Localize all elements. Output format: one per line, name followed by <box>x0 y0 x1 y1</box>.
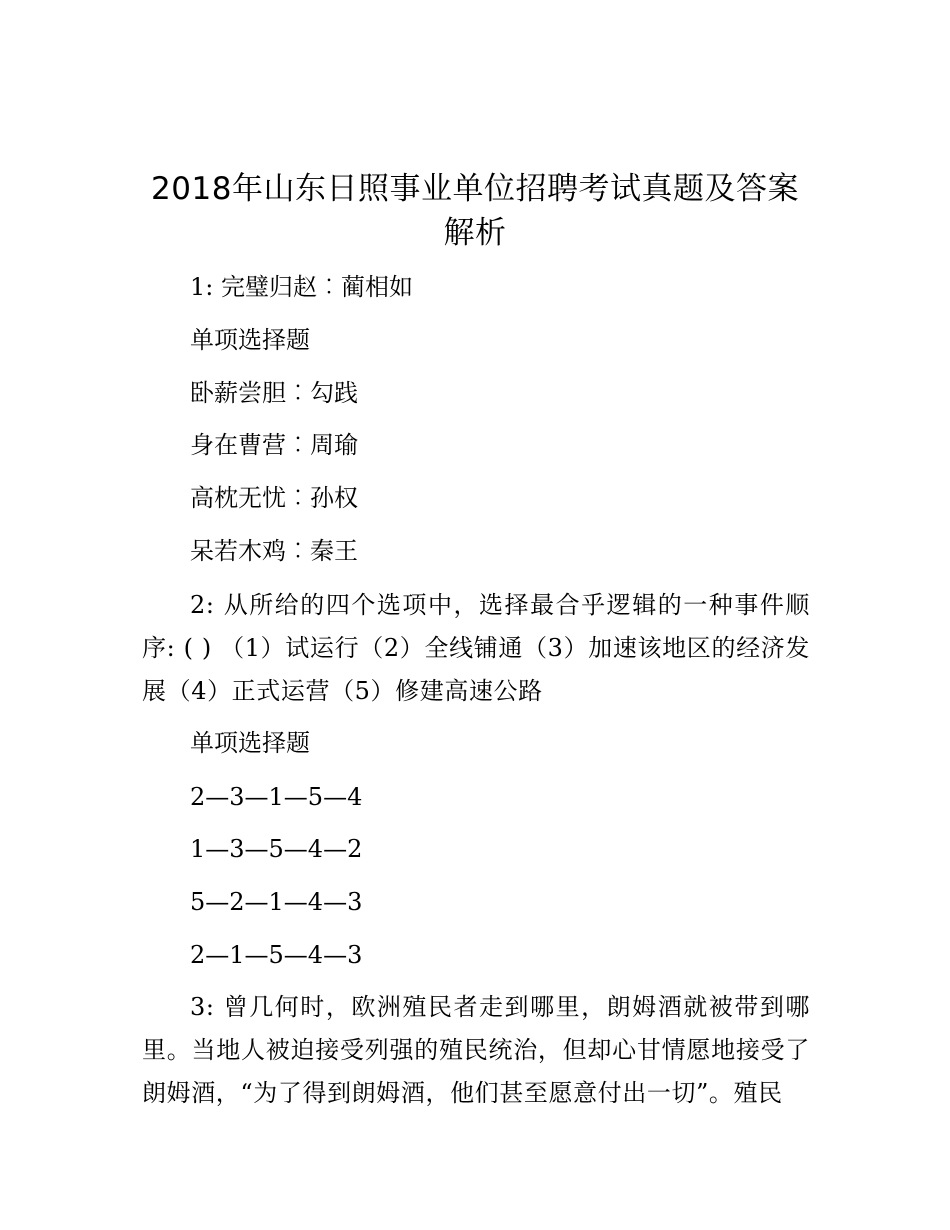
question-2-stem: 2: 从所给的四个选项中，选择最合乎逻辑的一种事件顺序: ( ) （1）试运行（2）全线铺通（3）加速该地区的经济发展（4）正式运营（5）修建高速公路 <box>142 591 810 705</box>
question-2-option-a: 2—3—1—5—4 <box>190 783 363 811</box>
document-title-line2: 解析 <box>443 215 507 251</box>
question-1-type: 单项选择题 <box>190 326 310 354</box>
question-1-option-d: 呆若木鸡︰秦王 <box>190 537 358 565</box>
question-2-option-c: 5—2—1—4—3 <box>190 888 363 916</box>
question-1-option-c: 高枕无忧︰孙权 <box>190 484 358 512</box>
question-1-option-b: 身在曹营︰周瑜 <box>190 431 358 459</box>
question-2-option-b: 1—3—5—4—2 <box>190 835 363 863</box>
document-title-line1: 2018年山东日照事业单位招聘考试真题及答案 <box>151 171 799 207</box>
question-3-stem: 3: 曾几何时，欧洲殖民者走到哪里，朗姆酒就被带到哪里。当地人被迫接受列强的殖民统治，但却心甘情愿地接受了朗姆酒，“为了得到朗姆酒，他们甚至愿意付出一切”。殖民 <box>142 993 810 1107</box>
question-2-option-d: 2—1—5—4—3 <box>190 941 363 969</box>
question-1-option-a: 卧薪尝胆︰勾践 <box>190 379 358 407</box>
question-2-type: 单项选择题 <box>190 729 310 757</box>
question-1-stem: 1: 完璧归赵︰蔺相如 <box>190 273 413 301</box>
